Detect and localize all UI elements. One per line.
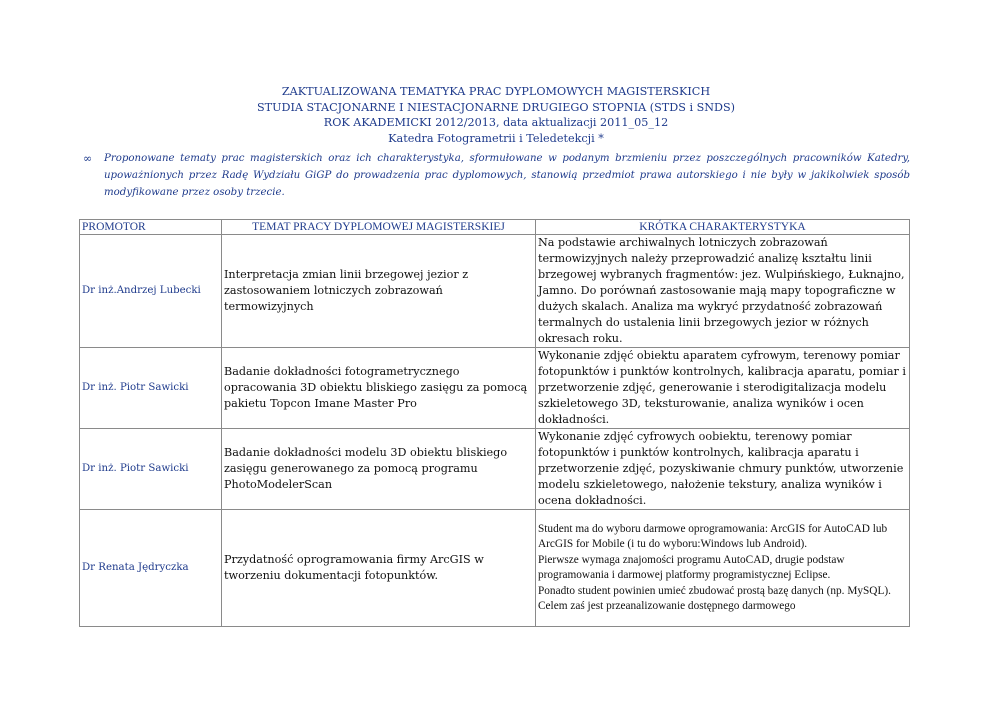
promotor-cell: Dr Renata Jędryczka (80, 510, 222, 627)
document-header (0, 84, 992, 146)
description-line: Pierwsze wymaga znajomości programu AutoCAD, drugie podstaw programowania i darmowej platformy programistycznej Eclipse. (538, 553, 845, 581)
promotor-cell: Dr inż. Piotr Sawicki (80, 348, 222, 429)
topic-cell: Badanie dokładności modelu 3D obiektu bliskiego zasięgu generowanego za pomocą programu PhotoModelerScan (222, 429, 536, 510)
description-line: Ponadto student powinien umieć zbudować prostą bazę danych (np. MySQL). (538, 584, 891, 597)
description-cell: Na podstawie archiwalnych lotniczych zobrazowań termowizyjnych należy przeprowadzić analizę kształtu linii brzegowej wybranych fragmentów: jez. Wulpińskiego, Łuknajno, Jamno. Do porównań zastosowanie mają mapy topograficzne w dużych skalach. Analiza ma wykryć przydatność zobrazowań termalnych do ustalenia linii brzegowych jezior w różnych okresach roku. (536, 235, 910, 348)
table-row (80, 348, 910, 429)
promotor-cell: Dr inż. Piotr Sawicki (80, 429, 222, 510)
header-academic-year: ROK AKADEMICKI 2012/2013, data aktualizacji 2011_05_12 (323, 116, 669, 129)
infinity-bullet-icon: ∞ (83, 152, 93, 165)
description-cell (536, 510, 910, 627)
thesis-topics-table (79, 219, 910, 627)
topic-cell: Badanie dokładności fotogrametrycznego opracowania 3D obiektu bliskiego zasięgu za pomocą pakietu Topcon Imane Master Pro (222, 348, 536, 429)
description-cell: Wykonanie zdjęć cyfrowych oobiektu, terenowy pomiar fotopunktów i punktów kontrolnych, kalibracja aparatu i przetworzenie zdjęć, pozyskiwanie chmury punktów, utworzenie modelu szkieletowego, nałożenie tekstury, analiza wyników i ocena dokładności. (536, 429, 910, 510)
table-header-row (80, 220, 910, 235)
column-header-description: KRÓTKA CHARAKTERYSTYKA (536, 220, 910, 235)
header-title: ZAKTUALIZOWANA TEMATYKA PRAC DYPLOMOWYCH MAGISTERSKICH (281, 85, 711, 98)
header-study-type: STUDIA STACJONARNE I NIESTACJONARNE DRUGIEGO STOPNIA (STDS i SNDS) (256, 100, 736, 114)
table-row (80, 510, 910, 627)
description-cell: Wykonanie zdjęć obiektu aparatem cyfrowym, terenowy pomiar fotopunktów i punktów kontrolnych, kalibracja aparatu, pomiar i przetworzenie zdjęć, generowanie i sterodigitalizacja modelu szkieletowego 3D, teksturowanie, analiza wyników i ocen dokładności. (536, 348, 910, 429)
table-row (80, 429, 910, 510)
column-header-topic: TEMAT PRACY DYPLOMOWEJ MAGISTERSKIEJ (222, 220, 536, 235)
table-row (80, 235, 910, 348)
description-line: Celem zaś jest przeanalizowanie dostępnego darmowego (538, 600, 796, 612)
topic-cell: Przydatność oprogramowania firmy ArcGIS w tworzeniu dokumentacji fotopunktów. (222, 510, 536, 627)
header-department: Katedra Fotogrametrii i Teledetekcji * (388, 131, 604, 145)
column-header-promotor: PROMOTOR (80, 220, 222, 235)
copyright-note (83, 150, 910, 201)
topic-cell: Interpretacja zmian linii brzegowej jezior z zastosowaniem lotniczych zobrazowań termowizyjnych (222, 235, 536, 348)
description-line: Student ma do wyboru darmowe oprogramowania: ArcGIS for AutoCAD lub ArcGIS for Mobile (i tu do wyboru:Windows lub Android). (538, 522, 888, 550)
copyright-note-text: Proponowane tematy prac magisterskich oraz ich charakterystyka, sformułowane w podanym brzmieniu przez poszczególnych pracowników Katedry, upoważnionych przez Radę Wydziału GiGP do prowadzenia prac dyplomowych, stanowią przedmiot prawa autorskiego i nie były w jakikolwiek sposób modyfikowane przez osoby trzecie. (104, 153, 910, 198)
promotor-cell: Dr inż.Andrzej Lubecki (80, 235, 222, 348)
